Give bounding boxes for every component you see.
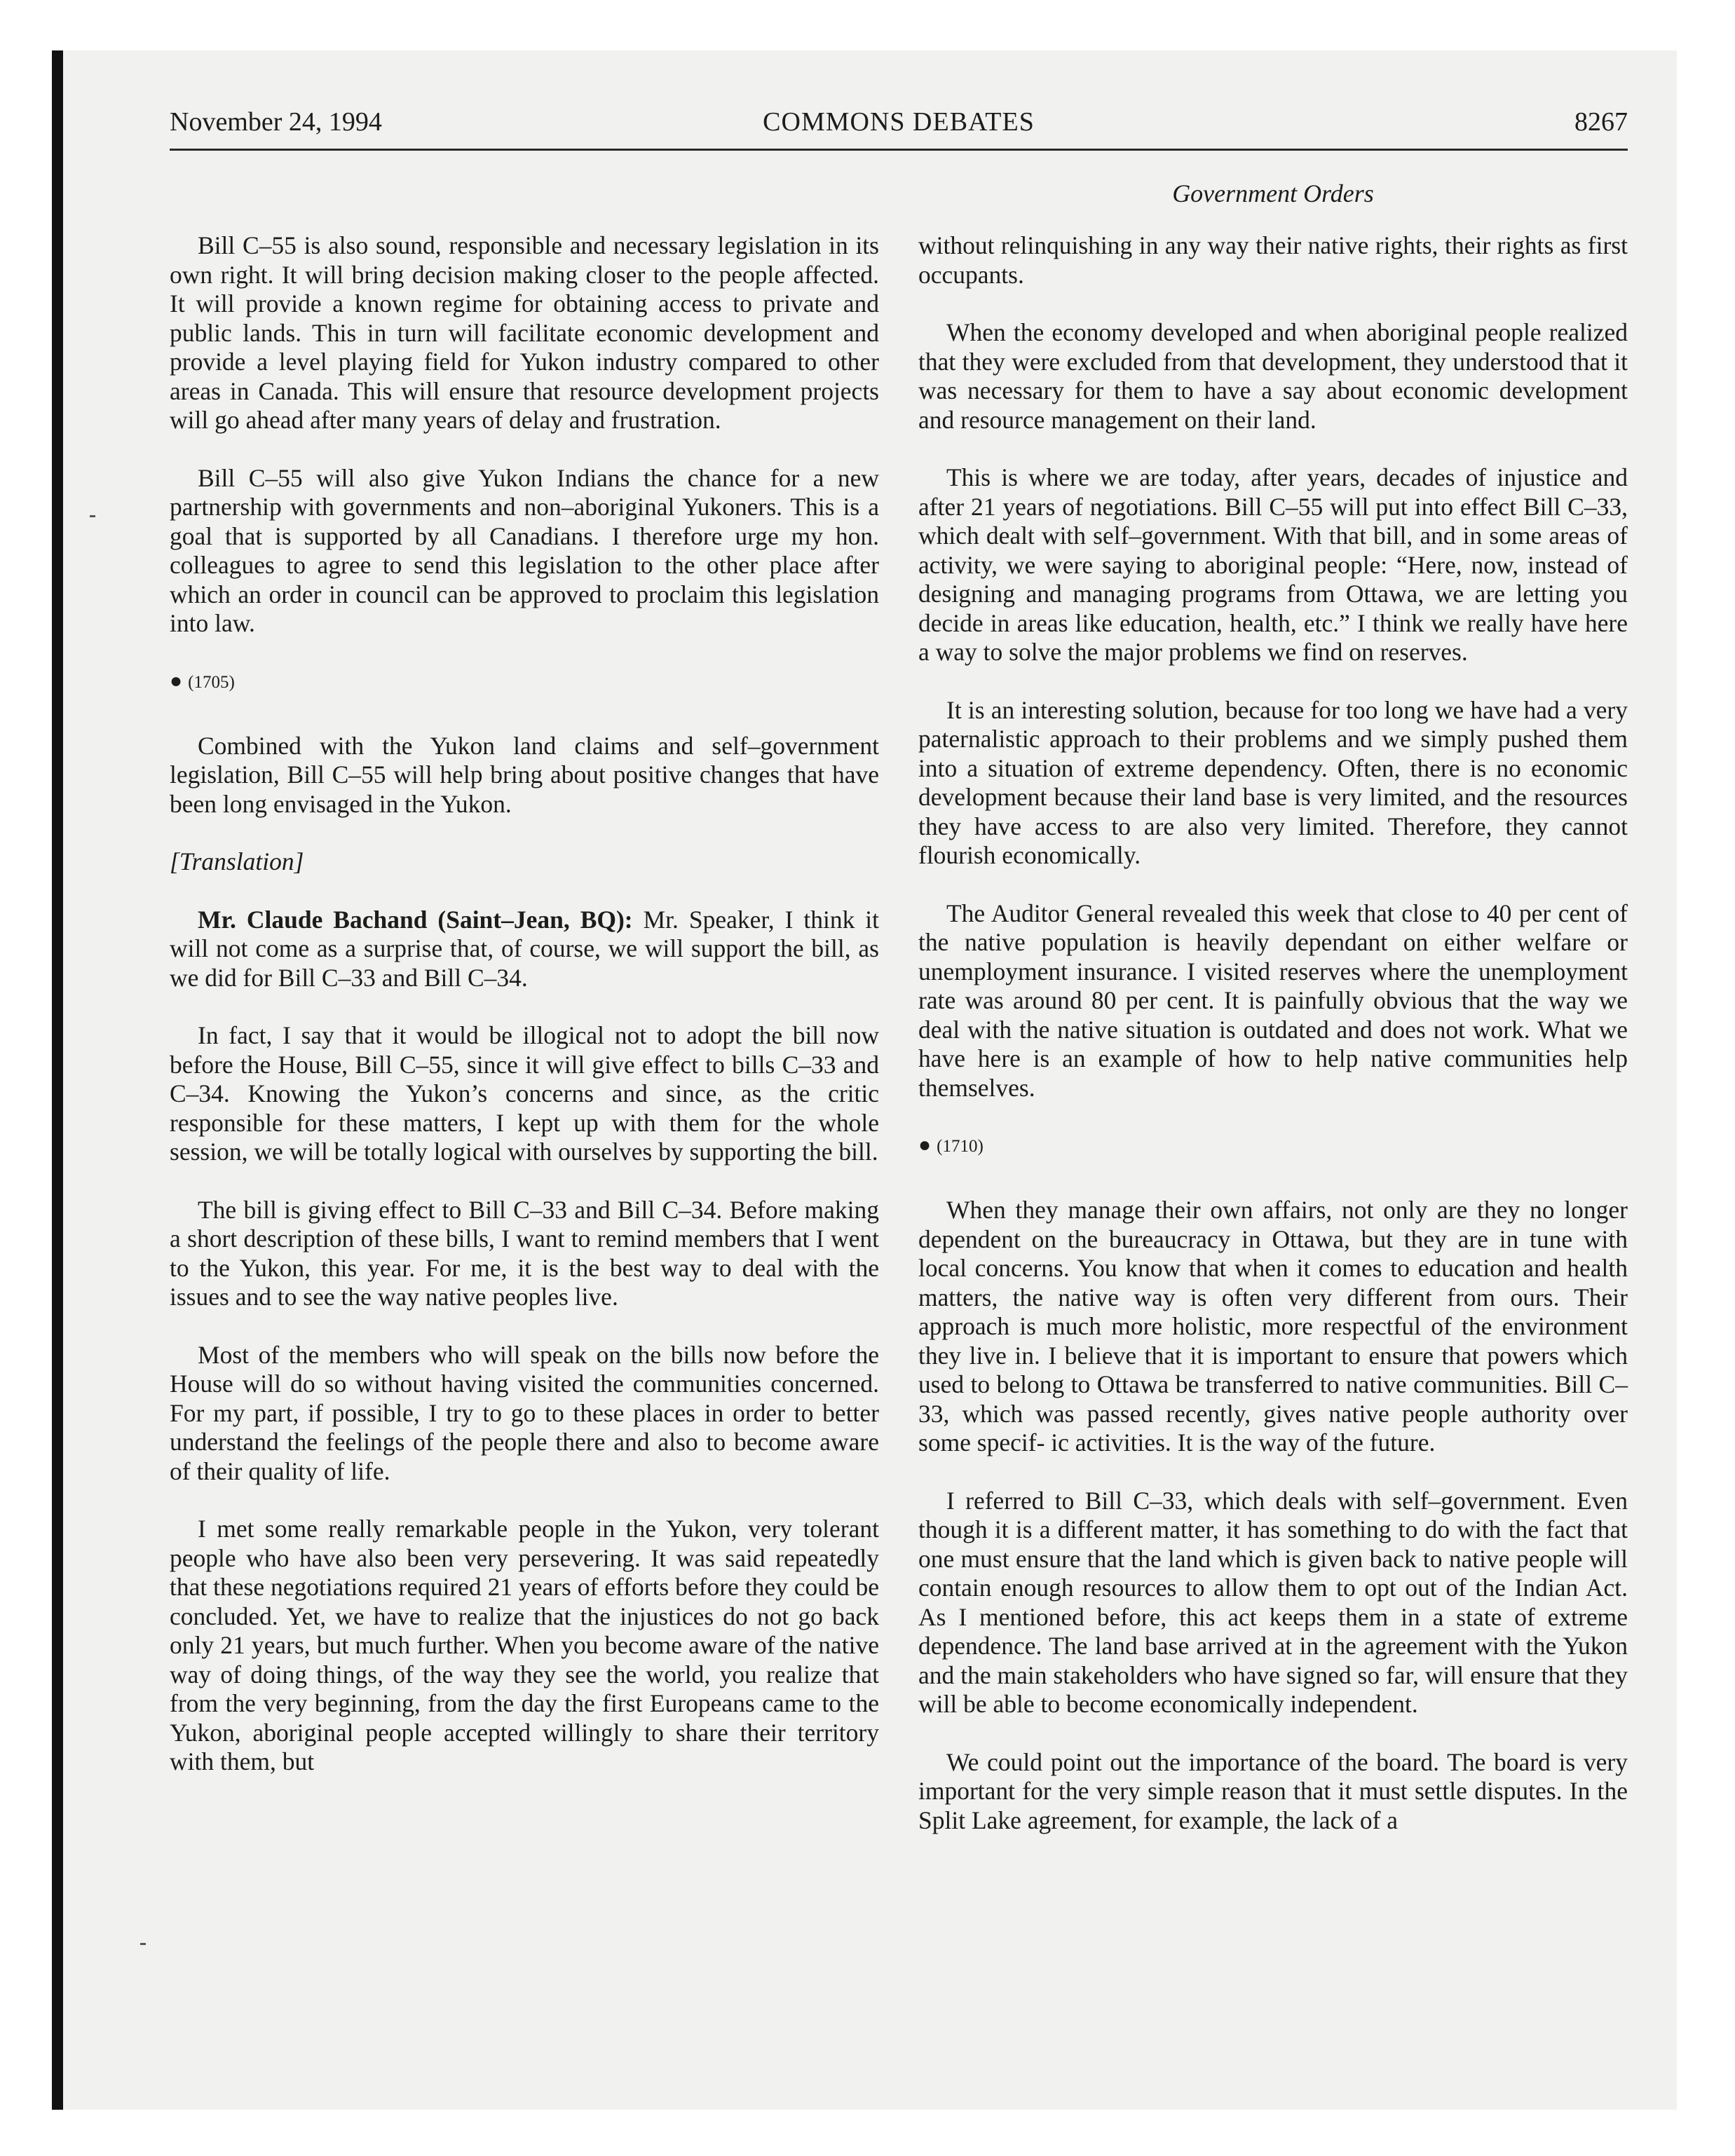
header-date: November 24, 1994: [170, 107, 382, 137]
paragraph: Most of the members who will speak on the bills now before the House will do so without having visited the communities concerned. For my part, if possible, I try to go to these places in order to better understand the feelings of the people there and also to become aware of their quality of life.: [170, 1340, 879, 1485]
page-header: [170, 107, 1628, 149]
bullet-icon: ●: [170, 669, 183, 692]
paragraph: Combined with the Yukon land claims and self–government legislation, Bill C–55 will help bring about positive changes that have been long envisaged in the Yukon.: [170, 731, 879, 818]
paragraph: Bill C–55 will also give Yukon Indians the chance for a new partnership with governments and non–aboriginal Yukoners. This is a goal that is supported by all Canadians. I therefore urge my hon. colleagues to agree to send this legislation to the other place after which an order in council can be approved to proclaim this legislation into law.: [170, 463, 879, 637]
time-marker: [170, 667, 879, 697]
paragraph: The Auditor General revealed this week that close to 40 per cent of the native population is heavily dependant on either welfare or unemployment insurance. I visited reserves where the unemployment rate was around 80 per cent. It is painfully obvious that the way we deal with the native situation is outdated and does not work. What we have here is an example of how to help native communities help themselves.: [918, 899, 1628, 1102]
speaker-name: Mr. Claude Bachand (Saint–Jean, BQ):: [198, 905, 633, 934]
paragraph: I referred to Bill C–33, which deals with self–government. Even though it is a different matter, it has something to do with the fact that one must ensure that the land which is given back to native people will contain enough resources to allow them to opt out of the Indian Act. As I mentioned before, this act keeps them in a state of extreme dependence. The land base arrived at in the agreement with the Yukon and the main stakeholders who have signed so far, will ensure that they will be able to become economically independent.: [918, 1486, 1628, 1718]
paragraph-continued: without relinquishing in any way their native rights, their rights as first occupants.: [918, 231, 1628, 289]
running-head: Government Orders: [1172, 179, 1374, 207]
paragraph: When the economy developed and when aboriginal people realized that they were excluded from that development, they understood that it was necessary for them to have a say about economic development and resource management on their land.: [918, 318, 1628, 434]
scan-speck: [90, 515, 95, 517]
bullet-icon: ●: [918, 1133, 932, 1157]
paragraph: I met some really remarkable people in the Yukon, very tolerant people who have also been very persevering. It was said repeatedly that these negotiations required 21 years of efforts before they could be concluded. Yet, we have to realize that the injustices do not go back only 21 years, but much further. When you become aware of the native way of doing things, of the way they see the world, you realize that from the very beginning, from the day the first Europeans came to the Yukon, aboriginal people accepted willingly to share their territory with them, but: [170, 1515, 879, 1775]
paragraph: It is an interesting solution, because for too long we have had a very paternalistic approach to their problems and we simply pushed them into a situation of extreme dependency. Often, there is no economic development because their land base is very limited, and the resources they have access to are also very limited. Therefore, they cannot flourish economically.: [918, 695, 1628, 869]
scan-speck: [140, 1943, 146, 1945]
time-marker: [918, 1131, 1628, 1161]
left-column: [170, 231, 879, 1806]
paragraph: This is where we are today, after years, decades of injustice and after 21 years of negotiations. Bill C–55 will put into effect Bill C–33, which dealt with self–government. With that bill, and in some areas of activity, we were saying to aboriginal people: “Here, now, instead of designing and managing programs from Ottawa, we are letting you decide in areas like education, health, etc.” I think we really have here a way to solve the major problems we find on reserves.: [918, 463, 1628, 666]
paragraph: Bill C–55 is also sound, responsible and necessary legislation in its own right. It will bring decision making closer to the people affected. It will provide a known regime for obtaining access to private and public lands. This in turn will facilitate economic development and provide a level playing field for Yukon industry compared to other areas in Canada. This will ensure that resource development projects will go ahead after many years of delay and frustration.: [170, 231, 879, 434]
paragraph: When they manage their own affairs, not only are they no longer dependent on the bureaucracy in Ottawa, but they are in tune with local concerns. You know that when it comes to education and health matters, the native way is often very different from ours. Their approach is much more holistic, more respectful of the environment they live in. I believe that it is important to ensure that powers which used to belong to Ottawa be transferred to native communities. Bill C–33, which was passed recently, gives native people authority over some specif- ic activities. It is the way of the future.: [918, 1196, 1628, 1456]
speech-paragraph: [170, 906, 879, 993]
header-title: COMMONS DEBATES: [763, 107, 1035, 137]
paragraph: In fact, I say that it would be illogical not to adopt the bill now before the House, Bill C–55, since it will give effect to bills C–33 and C–34. Knowing the Yukon’s concerns and since, as the critic responsible for these matters, I kept up with them for the whole session, we will be totally logical with ourselves by supporting the bill.: [170, 1021, 879, 1166]
speech-text: Mr. Speaker, I think it will not come as a surprise that, of course, we will support the bill, as we did for Bill C–33 and Bill C–34.: [170, 905, 880, 992]
right-column: [918, 231, 1628, 1864]
paragraph: We could point out the importance of the board. The board is very important for the very simple reason that it must settle disputes. In the Split Lake agreement, for example, the lack of a: [918, 1747, 1628, 1834]
time-marker-text: (1705): [188, 672, 235, 692]
header-page-number: 8267: [1574, 107, 1628, 137]
time-marker-text: (1710): [937, 1137, 984, 1156]
translation-label: [Translation]: [170, 847, 304, 875]
binding-edge-shadow: [52, 50, 63, 2110]
header-rule: [170, 149, 1628, 151]
paragraph: The bill is giving effect to Bill C–33 and Bill C–34. Before making a short description of these bills, I want to remind members that I went to the Yukon, this year. For me, it is the best way to deal with the issues and to see the way native peoples live.: [170, 1195, 879, 1311]
